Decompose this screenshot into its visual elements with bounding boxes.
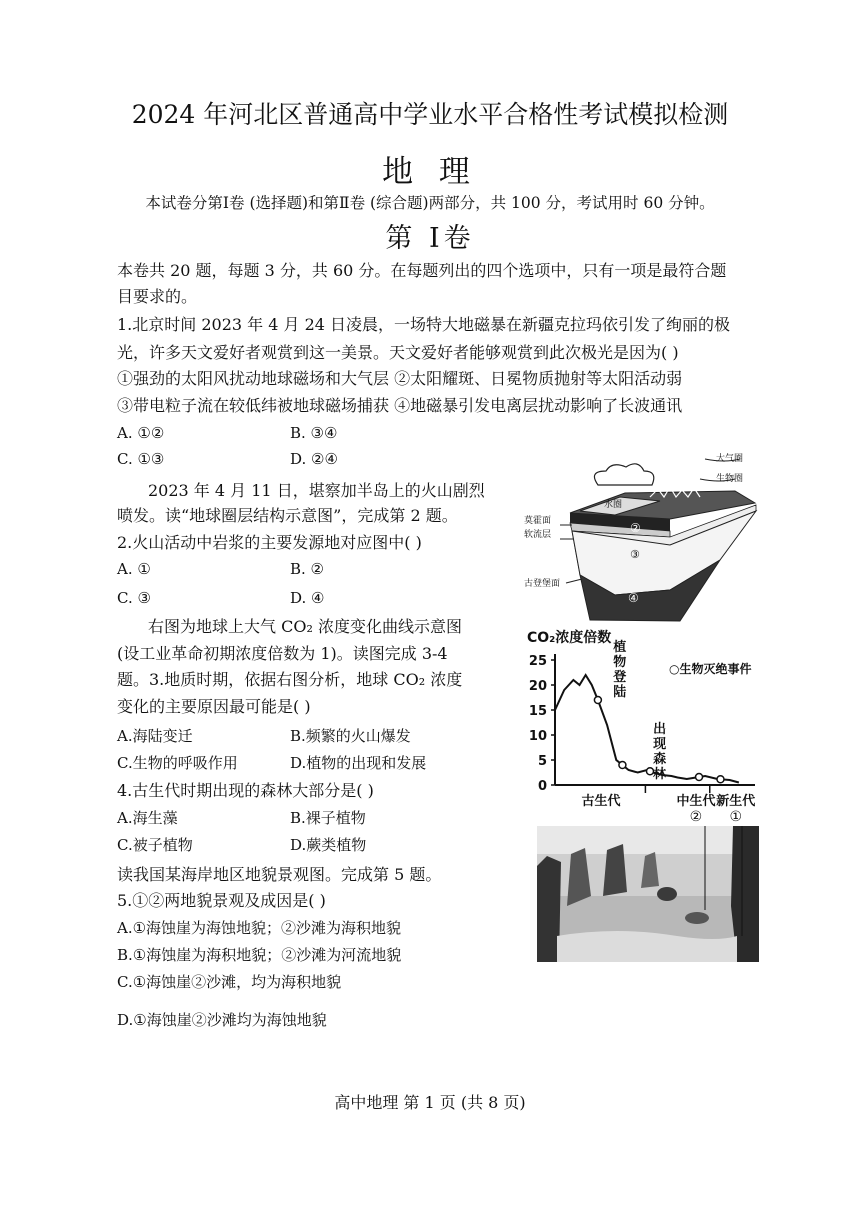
rock-2 <box>685 912 709 924</box>
gutenberg-leader <box>566 579 582 583</box>
label-asthenosphere: 软流层 <box>524 530 552 540</box>
q4-option-b: B.裸子植物 <box>290 809 366 827</box>
era-label: 新生代 <box>716 794 756 809</box>
label-hydrosphere: 水圈 <box>604 500 623 510</box>
q3-option-b: B.频繁的火山爆发 <box>290 727 411 745</box>
label-biosphere: 生物圈 <box>716 474 744 484</box>
q2-option-a: A. ① <box>117 560 151 578</box>
q34-context-3: 题。3.地质时期，依据右图分析，地球 CO₂ 浓度 <box>117 670 463 689</box>
exam-intro: 本试卷分第Ⅰ卷 (选择题)和第Ⅱ卷 (综合题)两部分，共 100 分，考试用时 60 分钟。 <box>145 194 715 212</box>
chart-axes <box>529 654 756 825</box>
q1-statement-1: ①强劲的太阳风扰动地球磁场和大气层 ②太阳耀斑、日冕物质抛射等太阳活动弱 <box>117 369 683 388</box>
marker-4: ④ <box>628 591 639 605</box>
y-tick-label: 10 <box>528 729 547 744</box>
y-tick-label: 25 <box>528 654 547 669</box>
marker-2: ② <box>630 521 641 535</box>
chart-ylabel: CO₂浓度倍数 <box>527 630 612 646</box>
extinction-event-point <box>619 762 626 769</box>
q3-option-c: C.生物的呼吸作用 <box>117 754 238 772</box>
cloud-shape <box>594 464 653 485</box>
q4-option-c: C.被子植物 <box>117 836 193 854</box>
q2-context-1: 2023 年 4 月 11 日，堪察加半岛上的火山剧烈 <box>148 481 485 500</box>
photo-sky <box>537 826 759 854</box>
q1-option-c: C. ①③ <box>117 450 165 468</box>
q5-stem: 5.①②两地貌景观及成因是( ) <box>117 891 326 910</box>
era-label: 中生代 <box>676 794 716 809</box>
q34-context-2: (设工业革命初期浓度倍数为 1)。读图完成 3-4 <box>117 644 448 663</box>
earth-layers-figure <box>520 445 770 625</box>
annotation-forest: 出现森林 <box>653 722 667 782</box>
q1-stem-2: 光，许多天文爱好者观赏到这一美景。天文爱好者能够观赏到此次极光是因为( ) <box>117 343 679 362</box>
chart-legend: ○生物灭绝事件 <box>669 662 752 676</box>
marker-3: ③ <box>630 548 640 561</box>
chart-series <box>555 675 739 783</box>
instructions-line-1: 本卷共 20 题，每题 3 分，共 60 分。在每题列出的四个选项中，只有一项是最符合题 <box>117 261 727 280</box>
page-footer: 高中地理 第 1 页 (共 8 页) <box>334 1093 526 1112</box>
instructions-line-2: 目要求的。 <box>117 287 198 306</box>
co2-series-line <box>555 675 739 783</box>
q4-option-d: D.蕨类植物 <box>290 836 367 854</box>
q4-option-a: A.海生藻 <box>117 809 178 827</box>
annotation-plants-land: 植物登陆 <box>613 640 627 700</box>
y-tick-label: 0 <box>537 779 547 794</box>
q1-statement-2: ③带电粒子流在较低纬被地球磁场捕获 ④地磁暴引发电离层扰动影响了长波通讯 <box>117 396 683 415</box>
subject-title: 地 理 <box>382 154 478 190</box>
q3-option-d: D.植物的出现和发展 <box>290 754 427 772</box>
coastal-landform-photo <box>537 826 759 962</box>
exam-title: 2024 年河北区普通高中学业水平合格性考试模拟检测 <box>131 100 729 129</box>
extinction-event-point <box>717 776 724 783</box>
q1-option-a: A. ①② <box>117 424 165 442</box>
q1-stem-1: 1.北京时间 2023 年 4 月 24 日凌晨，一场特大地磁暴在新疆克拉玛依引发了绚丽的极 <box>117 315 731 334</box>
q5-option-a: A.①海蚀崖为海蚀地貌；②沙滩为海积地貌 <box>117 919 402 937</box>
q3-option-a: A.海陆变迁 <box>117 727 193 745</box>
q5-option-d: D.①海蚀崖②沙滩均为海蚀地貌 <box>117 1011 327 1029</box>
q1-option-b: B. ③④ <box>290 424 338 442</box>
q5-option-c: C.①海蚀崖②沙滩，均为海积地貌 <box>117 973 342 991</box>
label-gutenberg: 古登堡面 <box>524 579 561 589</box>
label-moho: 莫霍面 <box>524 516 552 526</box>
q2-option-d: D. ④ <box>290 589 325 607</box>
q1-option-d: D. ②④ <box>290 450 338 468</box>
volume-title: 第 Ⅰ卷 <box>385 223 475 254</box>
extinction-event-point <box>594 697 601 704</box>
q34-context-4: 变化的主要原因最可能是( ) <box>117 697 311 716</box>
y-tick-label: 5 <box>537 754 547 769</box>
y-tick-label: 20 <box>528 679 547 694</box>
q2-context-2: 喷发。读“地球圈层结构示意图”，完成第 2 题。 <box>117 506 458 525</box>
era-marker: ① <box>729 809 743 825</box>
extinction-event-point <box>696 774 703 781</box>
q5-context: 读我国某海岸地区地貌景观图。完成第 5 题。 <box>117 865 442 884</box>
q34-context-1: 右图为地球上大气 CO₂ 浓度变化曲线示意图 <box>148 617 462 636</box>
era-label: 古生代 <box>581 794 621 809</box>
q2-option-b: B. ② <box>290 560 325 578</box>
co2-concentration-chart <box>525 625 785 830</box>
y-tick-label: 15 <box>528 704 547 719</box>
q2-option-c: C. ③ <box>117 589 151 607</box>
label-atmosphere: 大气圈 <box>716 454 744 464</box>
rock-1 <box>657 887 677 901</box>
q2-stem: 2.火山活动中岩浆的主要发源地对应图中( ) <box>117 533 422 552</box>
q4-stem: 4.古生代时期出现的森林大部分是( ) <box>117 781 374 800</box>
era-marker: ② <box>689 809 703 825</box>
q5-option-b: B.①海蚀崖为海积地貌；②沙滩为河流地貌 <box>117 946 402 964</box>
